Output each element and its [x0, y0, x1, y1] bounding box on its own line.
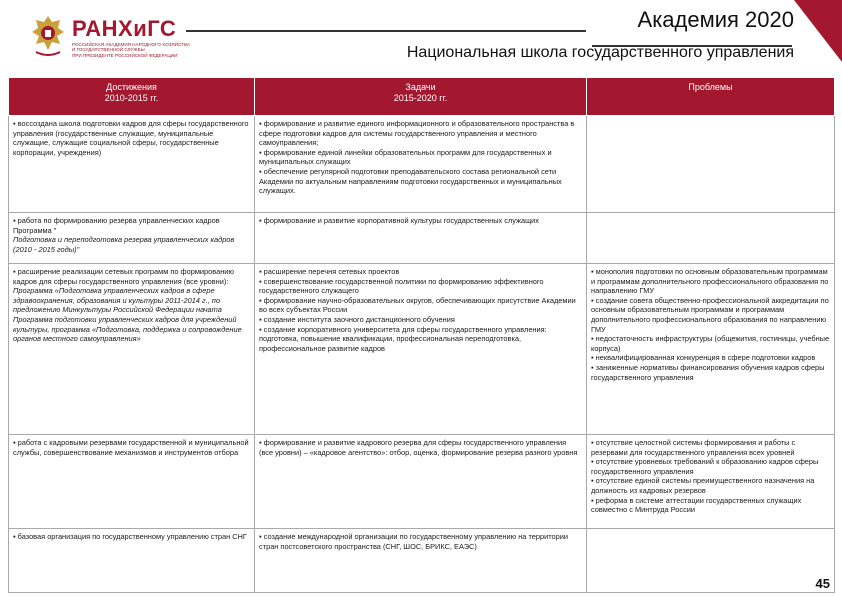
cell-text: ▪ создание совета общественно-профессиональной аккредитации по основным образовательным программам и программам дополнительного профессионального образования по направлению ГМУ [591, 295, 829, 334]
cell-text: ▪ создание корпоративного университета для сферы государственного управления: подготовка, повышение квалификации, профессиональная переподготовка, профессиональное развитие кадров [259, 324, 547, 353]
cell-text: ▪ недостаточность инфраструктуры (общежития, гостиницы, учебные корпуса) [591, 334, 830, 353]
cell-text: ▪ расширение перечня сетевых проектов [259, 267, 400, 276]
cell-text: ▪ заниженные нормативы финансирования обучения кадров сферы государственного управления [591, 362, 825, 382]
task-cell [255, 264, 587, 435]
problem-cell [587, 213, 835, 264]
cell-text: ▪ формирование единой линейки образовательных программ для государственных и муниципальных служащих [259, 147, 552, 167]
problem-cell [587, 116, 835, 213]
table-row [9, 264, 835, 435]
cell-text: ▪ создание международной организации по государственному управлению на территории стран постсоветского пространства (СНГ, ШОС, БРИКС, ЕАЭС) [259, 532, 569, 551]
achievement-cell [9, 264, 255, 435]
cell-text: ▪ базовая организация по государственному управлению стран СНГ [13, 532, 247, 541]
problem-cell [587, 435, 835, 529]
comparison-table [8, 77, 835, 593]
cell-text: ▪ работа по формированию резерва управленческих кадров Программа " [13, 216, 220, 235]
header-achievements: Достижения 2010-2015 гг. [9, 78, 255, 116]
page-number: 45 [815, 576, 830, 591]
logo-name: РАНХиГС [72, 16, 177, 41]
cell-text: Программа «Подготовка управленческих кадров в сфере здравоохранения, образования и культуры 2011-2014 г., по предложению Минкультуры Российской Федерации начата Программа подготовки управленческих кадров для учреждений культуры, программа «Подготовка, поддержка и сопровождение органов местного самоуправления» [13, 286, 242, 344]
logo-subtitle: РОССИЙСКАЯ АКАДЕМИЯ НАРОДНОГО ХОЗЯЙСТВА И ГОСУДАРСТВЕННОЙ СЛУЖБЫ ПРИ ПРЕЗИДЕНТЕ РОССИЙСКОЙ ФЕДЕРАЦИИ [72, 42, 190, 58]
header-rule [186, 30, 586, 32]
academy-title: Академия 2020 [637, 7, 794, 32]
corner-accent [794, 0, 842, 62]
problem-cell [587, 529, 835, 593]
cell-text: ▪ неквалифицированная конкуренция в сфере подготовки кадров [591, 353, 816, 363]
page-subtitle: Национальная школа государственного управления [406, 44, 794, 61]
cell-text: ▪ совершенствование государственной политики по формированию эффективного государственного служащего [259, 276, 544, 296]
cell-text: ▪ формирование и развитие кадрового резерва для сферы государственного управления (все уровни) – «кадровое агентство»: отбор, оценка, формирование резерва разного уровня [259, 438, 578, 457]
cell-text: ▪ отсутствие уровневых требований к образованию кадров сферы государственного управления [591, 457, 819, 476]
table-row [9, 529, 835, 593]
problem-cell [587, 264, 835, 435]
table-row [9, 213, 835, 264]
task-cell [255, 116, 587, 213]
cell-text: ▪ создание института заочного дистанционного обучения [259, 314, 455, 324]
header-problems: Проблемы [587, 78, 835, 116]
achievement-cell [9, 435, 255, 529]
logo [30, 14, 190, 62]
cell-text: ▪ отсутствие единой системы преимущественного назначения на должность из кадровых резервов [591, 476, 815, 495]
header-tasks: Задачи 2015-2020 гг. [255, 78, 587, 116]
cell-text: ▪ реформа в системе аттестации государственных служащих совместно с Минтруда России [591, 495, 802, 515]
cell-text: ▪ воссоздана школа подготовки кадров для сферы государственного управления (государственные служащие, муниципальные служащие, служащие социальной сферы, государственные корпорации, учреждения) [13, 119, 249, 157]
cell-text: Подготовка и переподготовка резерва управленческих кадров (2010 - 2015 годы)" [13, 235, 235, 254]
cell-text: ▪ расширение реализации сетевых программ по формированию кадров для сферы государственного управления (все уровни): [13, 267, 234, 286]
cell-text: ▪ отсутствие целостной системы формирования и работы с резервами для государственного управления всех уровней [591, 438, 796, 457]
cell-text: ▪ формирование и развитие единого информационного и образовательного пространства в сфере подготовки кадров для системы государственного управления и местного самоуправления; [259, 119, 575, 148]
cell-text: ▪ работа с кадровыми резервами государственной и муниципальной службы, совершенствование механизмов и инструментов отбора [13, 438, 249, 457]
cell-text: ▪ монополия подготовки по основным образовательным программам и программам дополнительного профессионального образования по направлению ГМУ [591, 267, 829, 296]
task-cell [255, 213, 587, 264]
cell-text: ▪ формирование научно-образовательных округов, обеспечивающих присутствие Академии во всех субъектах России [259, 295, 576, 315]
task-cell [255, 529, 587, 593]
table-header-row [9, 78, 835, 116]
cell-text: ▪ обеспечение регулярной подготовки преподавательского состава региональной сети Академии по актуальным направлениям подготовки государственных и муниципальных служащих. [259, 166, 562, 196]
achievement-cell [9, 529, 255, 593]
table-row [9, 116, 835, 213]
table-row [9, 435, 835, 529]
cell-text: ▪ формирование и развитие корпоративной культуры государственных служащих [259, 216, 540, 225]
achievement-cell [9, 116, 255, 213]
task-cell [255, 435, 587, 529]
eagle-emblem-icon [30, 14, 66, 58]
achievement-cell [9, 213, 255, 264]
